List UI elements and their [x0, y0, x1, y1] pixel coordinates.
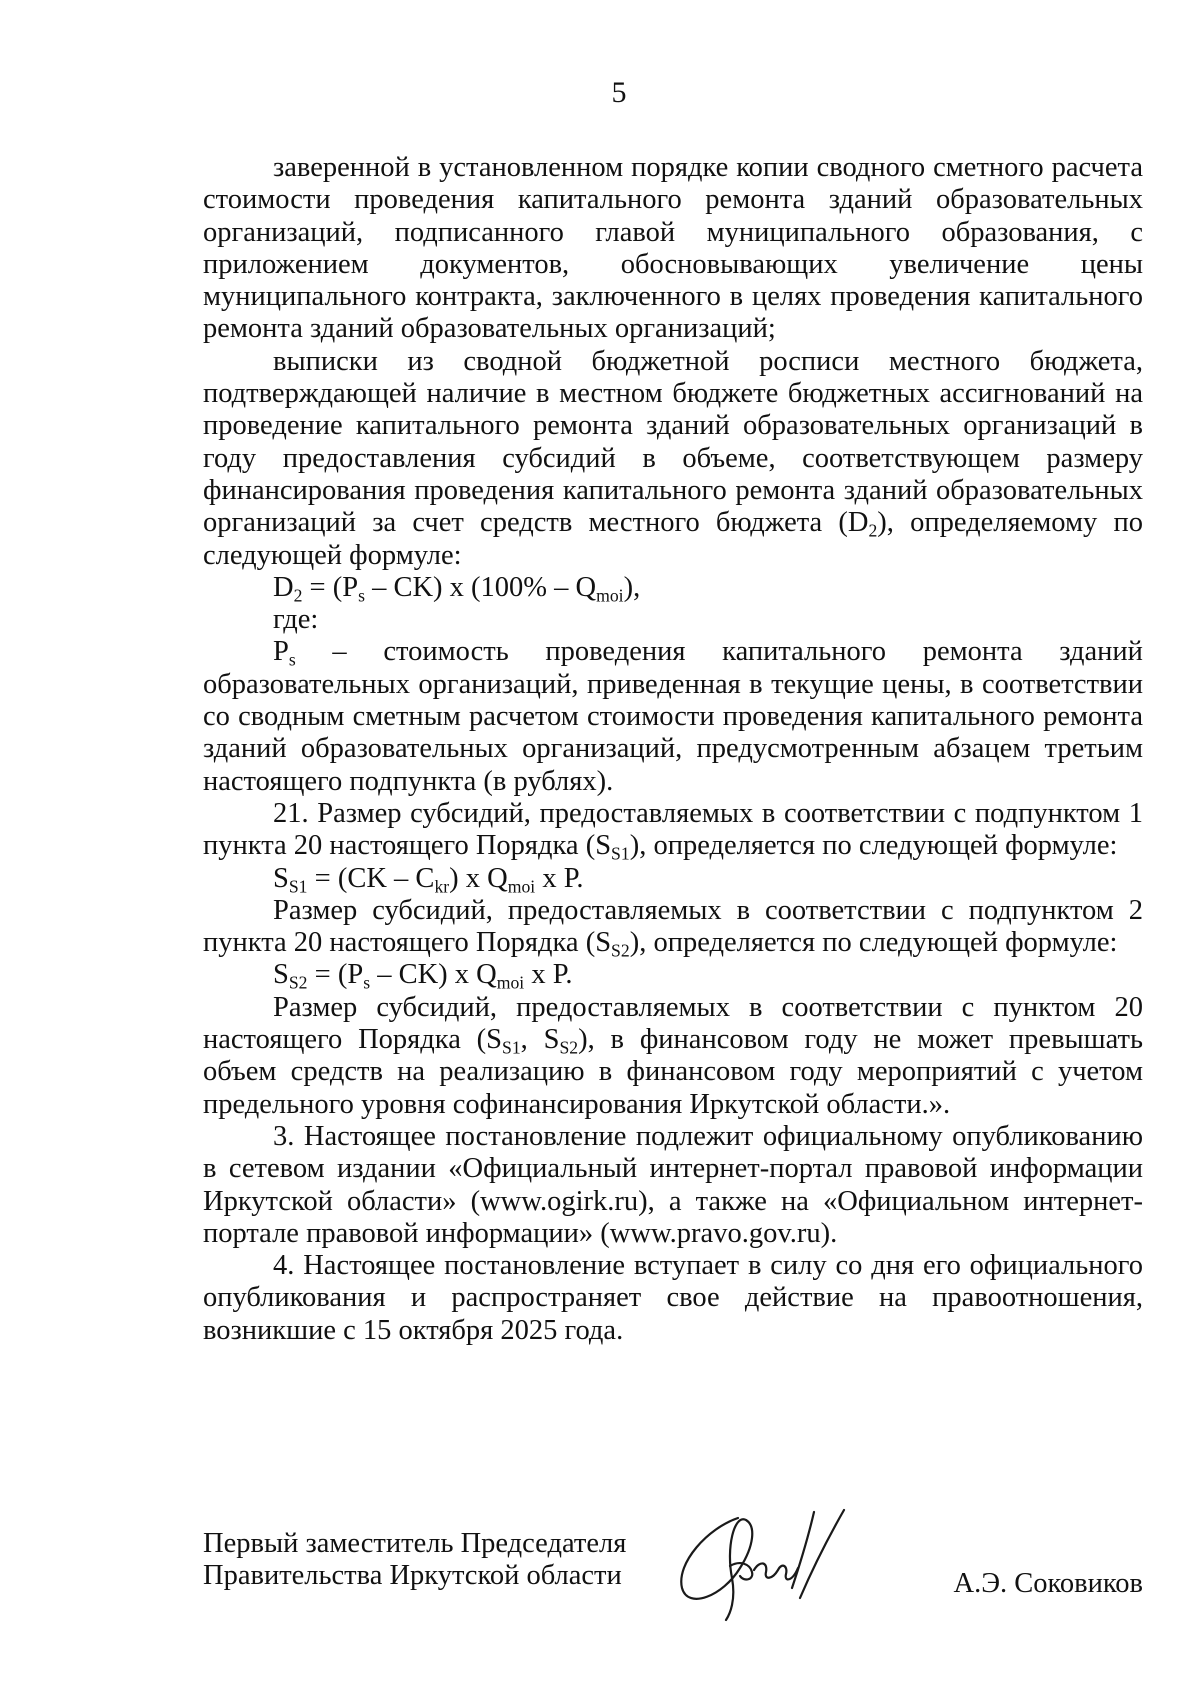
paragraph-4-effective: 4. Настоящее постановление вступает в силу со дня его официального опубликования и распространяет свое действие на правоотношения, возникшие с 15 октября 2025 года. — [203, 1250, 1143, 1346]
signatory-title-line1: Первый заместитель Председателя — [203, 1528, 627, 1559]
paragraph-subsidy-limit: Размер субсидий, предоставляемых в соответствии с пунктом 20 настоящего Порядка ($S_{S1}$, $S_{S2}$), в финансовом году не может превышать объем средств на реализацию в финансовом году мероприятий с учетом предельного уровня софинансирования Иркутской области.». — [203, 991, 1143, 1120]
document-body — [203, 152, 1143, 1347]
where-label: где: — [273, 604, 319, 636]
formula-ss2: $S_{S2} = (P_s - CK)$ x $Q_{moi}$ x P. — [273, 959, 573, 993]
signatory-title-line2: Правительства Иркутской области — [203, 1560, 622, 1592]
formula-ss1: $S_{S1} = (CK - C_{kr})$ x $Q_{moi}$ x P. — [273, 862, 584, 896]
signature-block — [203, 1528, 1143, 1638]
paragraph-3-publication: 3. Настоящее постановление подлежит официальному опубликованию в сетевом издании «Официальный интернет-портал правовой информации Иркутской области» (www.ogirk.ru), а также на «Официальном интернет-портале правовой информации» (www.pravo.gov.ru). — [203, 1120, 1143, 1249]
ps-definition: образовательных организаций, приведенная в текущие цены, в соответствии со сводным сметным расчетом стоимости проведения капитального ремонта зданий образовательных организаций, предусмотренным абзацем третьим настоящего подпункта (в рублях). — [203, 668, 1143, 797]
paragraph-21: 21. Размер субсидий, предоставляемых в соответствии с подпунктом 1 пункта 20 настоящего Порядка $(S_{S1})$, определяется по следующей формуле: — [203, 797, 1143, 864]
page-number: 5 — [611, 76, 627, 109]
paragraph-subsidy-2: Размер субсидий, предоставляемых в соответствии с подпунктом 2 пункта 20 настоящего Порядка $(S_{S2})$, определяется по следующей формуле: — [203, 894, 1143, 961]
paragraph-budget-extract: выписки из сводной бюджетной росписи местного бюджета, подтверждающей наличие в местном бюджете бюджетных ассигнований на проведение капитального ремонта зданий образовательных организаций в году предоставления субсидий в объеме, соответствующем размеру финансирования проведения капитального ремонта зданий образовательных организаций за счет средств местного бюджета $(D_2)$, определяемому по следующей формуле: — [203, 345, 1143, 571]
ps-definition-first-line: $P_s$ – стоимость проведения капитального ремонта зданий — [273, 636, 1143, 670]
handwritten-signature — [668, 1508, 868, 1623]
formula-d2: $D_2 = (P_s - CK)$ x $(100\% - Q_{moi})$, — [273, 571, 641, 606]
signatory-name: А.Э. Соковиков — [953, 1568, 1143, 1599]
paragraph-copy-estimate: заверенной в установленном порядке копии сводного сметного расчета стоимости проведения капитального ремонта зданий образовательных организаций, подписанного главой муниципального образования, с приложением документов, обосновывающих увеличение цены муниципального контракта, заключенного в целях проведения капитального ремонта зданий образовательных организаций; — [203, 152, 1143, 345]
